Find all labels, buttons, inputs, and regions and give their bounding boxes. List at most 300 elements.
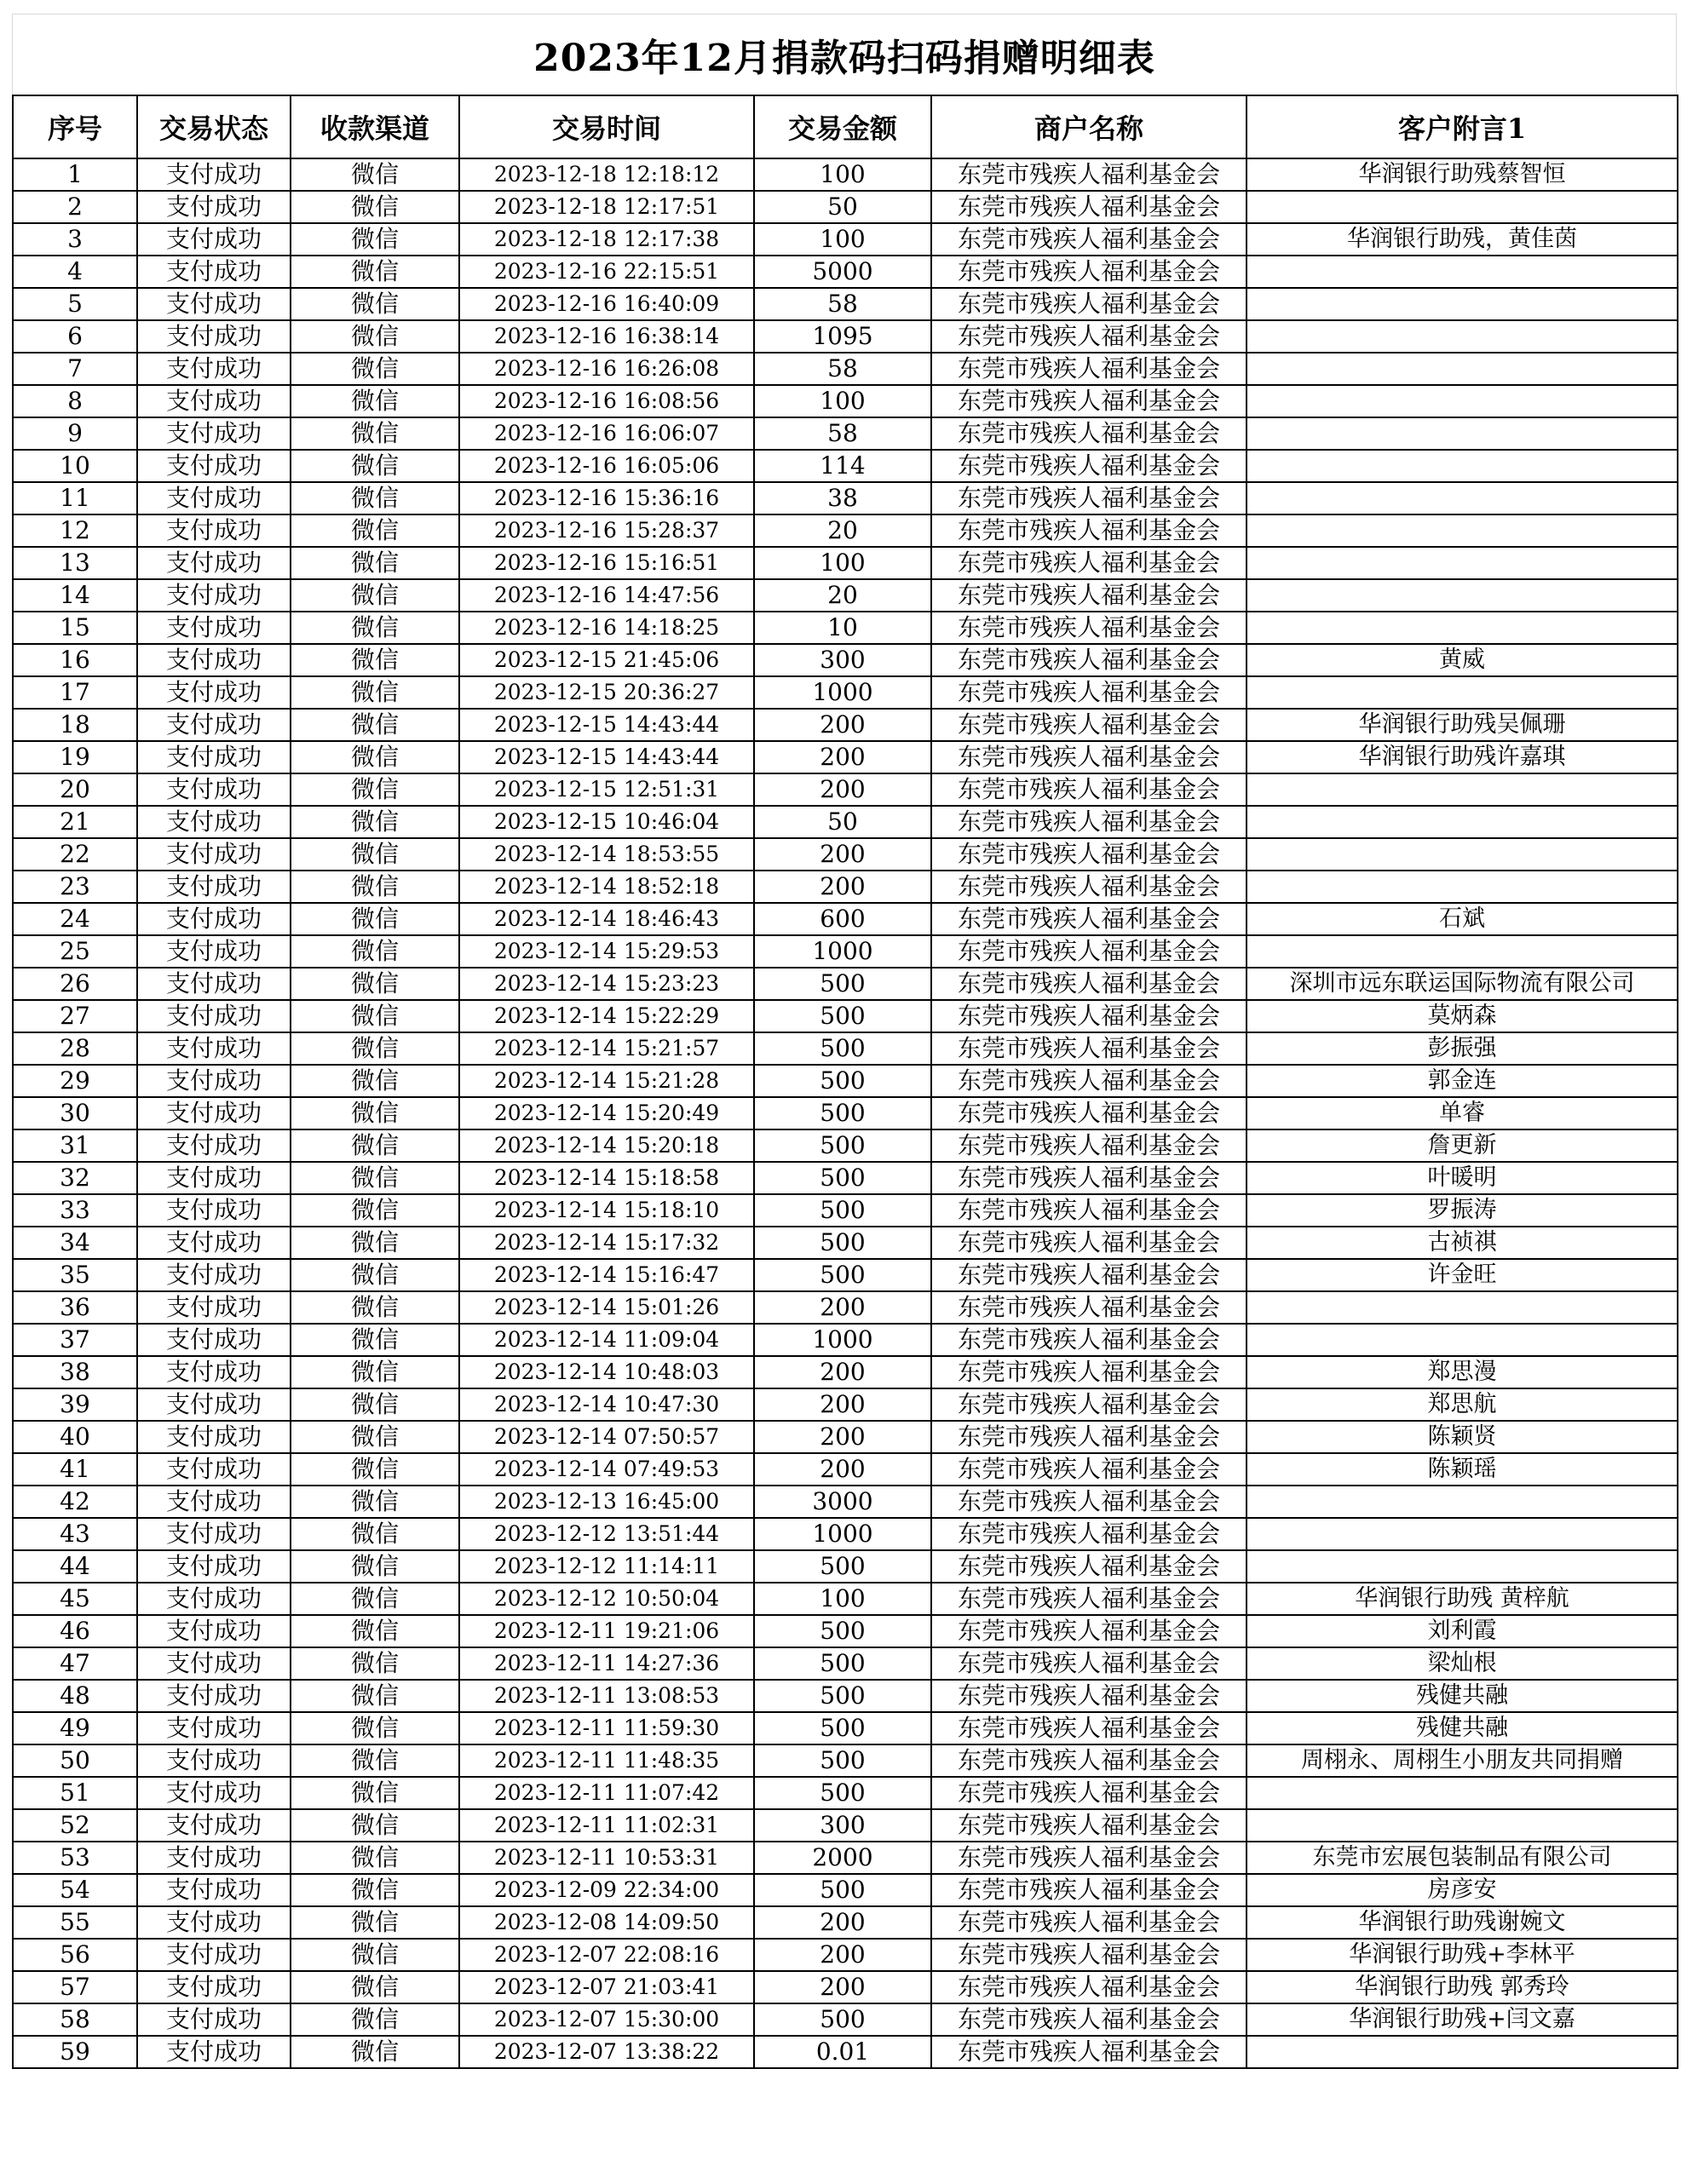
cell-channel: 微信 — [291, 871, 459, 903]
cell-amount: 500 — [754, 2003, 931, 2036]
cell-amount: 500 — [754, 968, 931, 1000]
cell-memo — [1247, 256, 1678, 288]
table-row — [13, 385, 1678, 417]
cell-channel: 微信 — [291, 256, 459, 288]
table-row — [13, 773, 1678, 806]
donation-table — [12, 95, 1678, 2069]
table-row — [13, 288, 1678, 320]
cell-merchant: 东莞市残疾人福利基金会 — [931, 1777, 1247, 1809]
cell-channel: 微信 — [291, 288, 459, 320]
cell-no: 3 — [13, 223, 137, 256]
cell-merchant: 东莞市残疾人福利基金会 — [931, 1971, 1247, 2003]
cell-amount: 3000 — [754, 1486, 931, 1518]
cell-status: 支付成功 — [137, 903, 291, 935]
cell-memo — [1247, 1291, 1678, 1324]
cell-memo: 詹更新 — [1247, 1129, 1678, 1162]
cell-time: 2023-12-14 07:50:57 — [459, 1421, 754, 1453]
cell-no: 54 — [13, 1874, 137, 1906]
cell-no: 9 — [13, 417, 137, 450]
cell-channel: 微信 — [291, 741, 459, 773]
cell-status: 支付成功 — [137, 1809, 291, 1842]
cell-amount: 500 — [754, 1129, 931, 1162]
table-row — [13, 417, 1678, 450]
cell-status: 支付成功 — [137, 2003, 291, 2036]
cell-memo: 彭振强 — [1247, 1032, 1678, 1065]
cell-no: 50 — [13, 1744, 137, 1777]
cell-time: 2023-12-14 15:22:29 — [459, 1000, 754, 1032]
cell-amount: 50 — [754, 191, 931, 223]
cell-no: 14 — [13, 579, 137, 612]
cell-memo: 深圳市远东联运国际物流有限公司 — [1247, 968, 1678, 1000]
cell-merchant: 东莞市残疾人福利基金会 — [931, 1906, 1247, 1939]
cell-merchant: 东莞市残疾人福利基金会 — [931, 514, 1247, 547]
cell-memo: 叶暖明 — [1247, 1162, 1678, 1194]
cell-time: 2023-12-14 15:23:23 — [459, 968, 754, 1000]
cell-no: 19 — [13, 741, 137, 773]
cell-channel: 微信 — [291, 385, 459, 417]
cell-memo: 石斌 — [1247, 903, 1678, 935]
cell-no: 8 — [13, 385, 137, 417]
cell-amount: 200 — [754, 871, 931, 903]
cell-merchant: 东莞市残疾人福利基金会 — [931, 353, 1247, 385]
cell-status: 支付成功 — [137, 1388, 291, 1421]
cell-time: 2023-12-18 12:17:51 — [459, 191, 754, 223]
cell-amount: 500 — [754, 1259, 931, 1291]
cell-amount: 200 — [754, 1971, 931, 2003]
cell-amount: 500 — [754, 1000, 931, 1032]
cell-memo — [1247, 385, 1678, 417]
cell-merchant: 东莞市残疾人福利基金会 — [931, 1388, 1247, 1421]
cell-amount: 500 — [754, 1712, 931, 1744]
table-row — [13, 1550, 1678, 1583]
cell-channel: 微信 — [291, 1583, 459, 1615]
cell-merchant: 东莞市残疾人福利基金会 — [931, 2036, 1247, 2068]
cell-time: 2023-12-16 16:06:07 — [459, 417, 754, 450]
cell-time: 2023-12-11 11:48:35 — [459, 1744, 754, 1777]
cell-status: 支付成功 — [137, 158, 291, 191]
cell-channel: 微信 — [291, 676, 459, 709]
cell-channel: 微信 — [291, 1000, 459, 1032]
cell-merchant: 东莞市残疾人福利基金会 — [931, 1065, 1247, 1097]
cell-memo: 华润银行助残蔡智恒 — [1247, 158, 1678, 191]
table-row — [13, 2003, 1678, 2036]
table-row — [13, 191, 1678, 223]
cell-time: 2023-12-11 14:27:36 — [459, 1647, 754, 1680]
cell-amount: 5000 — [754, 256, 931, 288]
table-row — [13, 903, 1678, 935]
cell-channel: 微信 — [291, 1486, 459, 1518]
column-header-amount: 交易金额 — [754, 95, 931, 158]
cell-time: 2023-12-16 15:16:51 — [459, 547, 754, 579]
cell-memo — [1247, 935, 1678, 968]
cell-memo — [1247, 482, 1678, 514]
cell-channel: 微信 — [291, 1939, 459, 1971]
cell-merchant: 东莞市残疾人福利基金会 — [931, 773, 1247, 806]
cell-time: 2023-12-14 15:18:58 — [459, 1162, 754, 1194]
cell-memo — [1247, 417, 1678, 450]
cell-amount: 38 — [754, 482, 931, 514]
cell-merchant: 东莞市残疾人福利基金会 — [931, 1550, 1247, 1583]
cell-no: 25 — [13, 935, 137, 968]
cell-merchant: 东莞市残疾人福利基金会 — [931, 1194, 1247, 1227]
cell-status: 支付成功 — [137, 806, 291, 838]
cell-memo: 东莞市宏展包装制品有限公司 — [1247, 1842, 1678, 1874]
cell-merchant: 东莞市残疾人福利基金会 — [931, 1680, 1247, 1712]
cell-channel: 微信 — [291, 2003, 459, 2036]
column-header-time: 交易时间 — [459, 95, 754, 158]
cell-amount: 200 — [754, 773, 931, 806]
cell-memo — [1247, 514, 1678, 547]
cell-memo: 华润银行助残吴佩珊 — [1247, 709, 1678, 741]
cell-no: 46 — [13, 1615, 137, 1647]
table-row — [13, 1421, 1678, 1453]
cell-amount: 500 — [754, 1162, 931, 1194]
cell-amount: 20 — [754, 514, 931, 547]
page-title: 2023年12月捐款码扫码捐赠明细表 — [533, 37, 1155, 80]
cell-amount: 50 — [754, 806, 931, 838]
cell-time: 2023-12-16 15:28:37 — [459, 514, 754, 547]
table-row — [13, 1971, 1678, 2003]
table-row — [13, 482, 1678, 514]
cell-time: 2023-12-14 18:52:18 — [459, 871, 754, 903]
cell-memo: 残健共融 — [1247, 1680, 1678, 1712]
cell-no: 58 — [13, 2003, 137, 2036]
cell-merchant: 东莞市残疾人福利基金会 — [931, 1259, 1247, 1291]
table-row — [13, 547, 1678, 579]
cell-amount: 500 — [754, 1615, 931, 1647]
cell-memo: 周栩永、周栩生小朋友共同捐赠 — [1247, 1744, 1678, 1777]
cell-memo — [1247, 773, 1678, 806]
cell-channel: 微信 — [291, 320, 459, 353]
cell-memo: 陈颖贤 — [1247, 1421, 1678, 1453]
cell-time: 2023-12-08 14:09:50 — [459, 1906, 754, 1939]
cell-memo — [1247, 450, 1678, 482]
cell-channel: 微信 — [291, 1032, 459, 1065]
cell-memo — [1247, 871, 1678, 903]
cell-status: 支付成功 — [137, 223, 291, 256]
cell-no: 51 — [13, 1777, 137, 1809]
cell-status: 支付成功 — [137, 741, 291, 773]
cell-memo: 郑思漫 — [1247, 1356, 1678, 1388]
cell-status: 支付成功 — [137, 1291, 291, 1324]
cell-status: 支付成功 — [137, 579, 291, 612]
cell-time: 2023-12-14 15:29:53 — [459, 935, 754, 968]
cell-merchant: 东莞市残疾人福利基金会 — [931, 191, 1247, 223]
table-row — [13, 1809, 1678, 1842]
table-row — [13, 1939, 1678, 1971]
cell-time: 2023-12-15 10:46:04 — [459, 806, 754, 838]
cell-time: 2023-12-16 16:08:56 — [459, 385, 754, 417]
cell-status: 支付成功 — [137, 1227, 291, 1259]
cell-memo — [1247, 676, 1678, 709]
cell-no: 45 — [13, 1583, 137, 1615]
cell-time: 2023-12-07 21:03:41 — [459, 1971, 754, 2003]
cell-status: 支付成功 — [137, 773, 291, 806]
cell-channel: 微信 — [291, 806, 459, 838]
cell-no: 31 — [13, 1129, 137, 1162]
cell-no: 16 — [13, 644, 137, 676]
cell-no: 41 — [13, 1453, 137, 1486]
cell-amount: 114 — [754, 450, 931, 482]
cell-memo: 华润银行助残许嘉琪 — [1247, 741, 1678, 773]
cell-no: 52 — [13, 1809, 137, 1842]
table-row — [13, 1356, 1678, 1388]
cell-status: 支付成功 — [137, 256, 291, 288]
cell-amount: 200 — [754, 1388, 931, 1421]
cell-channel: 微信 — [291, 1291, 459, 1324]
cell-status: 支付成功 — [137, 450, 291, 482]
table-row — [13, 1842, 1678, 1874]
table-row — [13, 320, 1678, 353]
cell-status: 支付成功 — [137, 709, 291, 741]
cell-merchant: 东莞市残疾人福利基金会 — [931, 385, 1247, 417]
cell-no: 48 — [13, 1680, 137, 1712]
table-body — [13, 158, 1678, 2068]
cell-no: 1 — [13, 158, 137, 191]
cell-memo: 华润银行助残谢婉文 — [1247, 1906, 1678, 1939]
cell-merchant: 东莞市残疾人福利基金会 — [931, 2003, 1247, 2036]
cell-no: 53 — [13, 1842, 137, 1874]
cell-no: 26 — [13, 968, 137, 1000]
cell-status: 支付成功 — [137, 353, 291, 385]
cell-memo — [1247, 2036, 1678, 2068]
cell-status: 支付成功 — [137, 1194, 291, 1227]
cell-no: 43 — [13, 1518, 137, 1550]
table-row — [13, 1583, 1678, 1615]
cell-merchant: 东莞市残疾人福利基金会 — [931, 871, 1247, 903]
cell-no: 27 — [13, 1000, 137, 1032]
cell-status: 支付成功 — [137, 871, 291, 903]
cell-no: 40 — [13, 1421, 137, 1453]
cell-amount: 300 — [754, 1809, 931, 1842]
cell-merchant: 东莞市残疾人福利基金会 — [931, 968, 1247, 1000]
cell-status: 支付成功 — [137, 1842, 291, 1874]
cell-no: 39 — [13, 1388, 137, 1421]
table-row — [13, 644, 1678, 676]
cell-time: 2023-12-16 14:18:25 — [459, 612, 754, 644]
header-row — [13, 95, 1678, 158]
cell-memo: 黄威 — [1247, 644, 1678, 676]
cell-status: 支付成功 — [137, 1615, 291, 1647]
cell-no: 13 — [13, 547, 137, 579]
cell-memo: 梁灿根 — [1247, 1647, 1678, 1680]
table-row — [13, 838, 1678, 871]
cell-time: 2023-12-14 18:53:55 — [459, 838, 754, 871]
cell-status: 支付成功 — [137, 2036, 291, 2068]
cell-time: 2023-12-15 21:45:06 — [459, 644, 754, 676]
cell-no: 2 — [13, 191, 137, 223]
cell-status: 支付成功 — [137, 1421, 291, 1453]
cell-status: 支付成功 — [137, 320, 291, 353]
cell-memo — [1247, 612, 1678, 644]
cell-status: 支付成功 — [137, 1906, 291, 1939]
cell-merchant: 东莞市残疾人福利基金会 — [931, 709, 1247, 741]
cell-amount: 200 — [754, 1453, 931, 1486]
table-row — [13, 579, 1678, 612]
cell-amount: 500 — [754, 1874, 931, 1906]
cell-channel: 微信 — [291, 1744, 459, 1777]
table-row — [13, 223, 1678, 256]
cell-time: 2023-12-07 22:08:16 — [459, 1939, 754, 1971]
cell-merchant: 东莞市残疾人福利基金会 — [931, 1583, 1247, 1615]
table-row — [13, 450, 1678, 482]
table-row — [13, 1680, 1678, 1712]
cell-status: 支付成功 — [137, 288, 291, 320]
cell-time: 2023-12-16 15:36:16 — [459, 482, 754, 514]
cell-time: 2023-12-16 16:05:06 — [459, 450, 754, 482]
cell-time: 2023-12-14 15:16:47 — [459, 1259, 754, 1291]
cell-amount: 200 — [754, 1421, 931, 1453]
cell-merchant: 东莞市残疾人福利基金会 — [931, 903, 1247, 935]
column-header-merchant: 商户名称 — [931, 95, 1247, 158]
table-row — [13, 676, 1678, 709]
cell-time: 2023-12-15 14:43:44 — [459, 741, 754, 773]
cell-channel: 微信 — [291, 353, 459, 385]
cell-memo: 刘利霞 — [1247, 1615, 1678, 1647]
table-row — [13, 1000, 1678, 1032]
cell-no: 21 — [13, 806, 137, 838]
cell-merchant: 东莞市残疾人福利基金会 — [931, 288, 1247, 320]
cell-merchant: 东莞市残疾人福利基金会 — [931, 1842, 1247, 1874]
table-row — [13, 709, 1678, 741]
cell-memo — [1247, 547, 1678, 579]
cell-amount: 200 — [754, 741, 931, 773]
cell-status: 支付成功 — [137, 191, 291, 223]
cell-merchant: 东莞市残疾人福利基金会 — [931, 1615, 1247, 1647]
cell-memo: 古祯祺 — [1247, 1227, 1678, 1259]
cell-no: 28 — [13, 1032, 137, 1065]
table-row — [13, 935, 1678, 968]
cell-amount: 500 — [754, 1777, 931, 1809]
cell-status: 支付成功 — [137, 1874, 291, 1906]
cell-merchant: 东莞市残疾人福利基金会 — [931, 1291, 1247, 1324]
cell-merchant: 东莞市残疾人福利基金会 — [931, 1647, 1247, 1680]
cell-memo: 莫炳森 — [1247, 1000, 1678, 1032]
table-row — [13, 1712, 1678, 1744]
cell-time: 2023-12-14 10:48:03 — [459, 1356, 754, 1388]
cell-status: 支付成功 — [137, 1486, 291, 1518]
cell-status: 支付成功 — [137, 968, 291, 1000]
cell-merchant: 东莞市残疾人福利基金会 — [931, 1421, 1247, 1453]
cell-time: 2023-12-09 22:34:00 — [459, 1874, 754, 1906]
cell-time: 2023-12-14 18:46:43 — [459, 903, 754, 935]
cell-memo — [1247, 1809, 1678, 1842]
cell-no: 15 — [13, 612, 137, 644]
cell-amount: 500 — [754, 1065, 931, 1097]
cell-no: 17 — [13, 676, 137, 709]
cell-status: 支付成功 — [137, 838, 291, 871]
cell-merchant: 东莞市残疾人福利基金会 — [931, 1000, 1247, 1032]
table-row — [13, 1388, 1678, 1421]
cell-amount: 500 — [754, 1032, 931, 1065]
cell-status: 支付成功 — [137, 1518, 291, 1550]
cell-time: 2023-12-15 12:51:31 — [459, 773, 754, 806]
cell-merchant: 东莞市残疾人福利基金会 — [931, 1744, 1247, 1777]
cell-amount: 1000 — [754, 935, 931, 968]
cell-merchant: 东莞市残疾人福利基金会 — [931, 256, 1247, 288]
cell-channel: 微信 — [291, 191, 459, 223]
cell-channel: 微信 — [291, 1097, 459, 1129]
cell-channel: 微信 — [291, 1324, 459, 1356]
cell-memo: 华润银行助残+李林平 — [1247, 1939, 1678, 1971]
cell-status: 支付成功 — [137, 1129, 291, 1162]
cell-status: 支付成功 — [137, 417, 291, 450]
cell-time: 2023-12-14 15:01:26 — [459, 1291, 754, 1324]
cell-no: 22 — [13, 838, 137, 871]
cell-merchant: 东莞市残疾人福利基金会 — [931, 838, 1247, 871]
cell-channel: 微信 — [291, 1065, 459, 1097]
table-row — [13, 1194, 1678, 1227]
cell-amount: 300 — [754, 644, 931, 676]
cell-memo: 华润银行助残 郭秀玲 — [1247, 1971, 1678, 2003]
cell-merchant: 东莞市残疾人福利基金会 — [931, 547, 1247, 579]
cell-no: 47 — [13, 1647, 137, 1680]
cell-status: 支付成功 — [137, 1162, 291, 1194]
cell-status: 支付成功 — [137, 1259, 291, 1291]
table-row — [13, 1874, 1678, 1906]
cell-status: 支付成功 — [137, 1971, 291, 2003]
cell-channel: 微信 — [291, 1356, 459, 1388]
cell-time: 2023-12-16 14:47:56 — [459, 579, 754, 612]
cell-memo: 华润银行助残+闫文嘉 — [1247, 2003, 1678, 2036]
cell-amount: 2000 — [754, 1842, 931, 1874]
cell-channel: 微信 — [291, 1227, 459, 1259]
cell-channel: 微信 — [291, 482, 459, 514]
cell-merchant: 东莞市残疾人福利基金会 — [931, 1356, 1247, 1388]
cell-channel: 微信 — [291, 709, 459, 741]
cell-status: 支付成功 — [137, 1032, 291, 1065]
table-row — [13, 1065, 1678, 1097]
cell-memo: 陈颖瑶 — [1247, 1453, 1678, 1486]
cell-time: 2023-12-16 16:38:14 — [459, 320, 754, 353]
table-header — [13, 95, 1678, 158]
cell-merchant: 东莞市残疾人福利基金会 — [931, 417, 1247, 450]
cell-time: 2023-12-13 16:45:00 — [459, 1486, 754, 1518]
cell-amount: 100 — [754, 158, 931, 191]
table-row — [13, 612, 1678, 644]
cell-merchant: 东莞市残疾人福利基金会 — [931, 1712, 1247, 1744]
cell-amount: 1000 — [754, 1518, 931, 1550]
cell-memo — [1247, 191, 1678, 223]
table-row — [13, 1453, 1678, 1486]
cell-status: 支付成功 — [137, 1000, 291, 1032]
cell-channel: 微信 — [291, 1842, 459, 1874]
table-row — [13, 968, 1678, 1000]
cell-channel: 微信 — [291, 547, 459, 579]
cell-memo: 房彦安 — [1247, 1874, 1678, 1906]
cell-memo — [1247, 579, 1678, 612]
cell-time: 2023-12-12 11:14:11 — [459, 1550, 754, 1583]
cell-channel: 微信 — [291, 935, 459, 968]
cell-time: 2023-12-14 11:09:04 — [459, 1324, 754, 1356]
cell-amount: 20 — [754, 579, 931, 612]
cell-amount: 58 — [754, 288, 931, 320]
cell-memo: 郑思航 — [1247, 1388, 1678, 1421]
cell-status: 支付成功 — [137, 482, 291, 514]
donation-sheet — [12, 14, 1677, 2069]
cell-status: 支付成功 — [137, 1097, 291, 1129]
cell-memo — [1247, 1486, 1678, 1518]
cell-merchant: 东莞市残疾人福利基金会 — [931, 1453, 1247, 1486]
table-row — [13, 1162, 1678, 1194]
cell-channel: 微信 — [291, 1259, 459, 1291]
table-row — [13, 1032, 1678, 1065]
cell-time: 2023-12-16 16:26:08 — [459, 353, 754, 385]
cell-amount: 200 — [754, 1291, 931, 1324]
cell-time: 2023-12-16 16:40:09 — [459, 288, 754, 320]
cell-time: 2023-12-14 15:18:10 — [459, 1194, 754, 1227]
cell-amount: 200 — [754, 1939, 931, 1971]
